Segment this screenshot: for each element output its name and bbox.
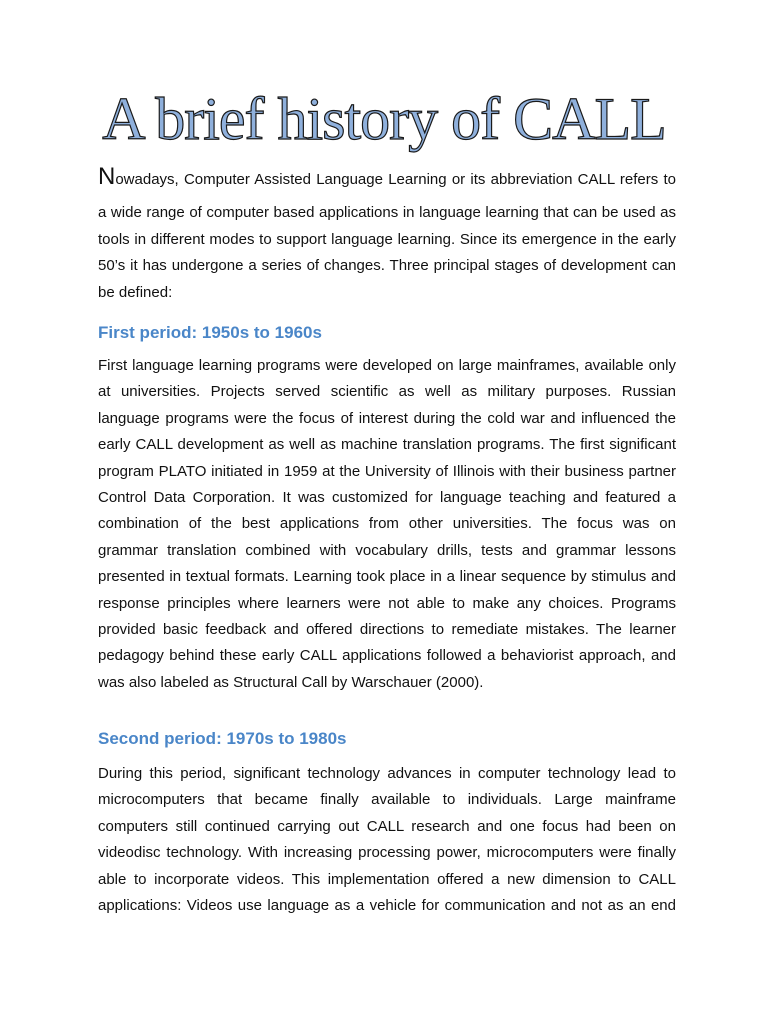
text-line: First language learning programs were developed on large mainframes, available only (98, 357, 676, 374)
text-line: able to incorporate videos. This implementation offered a new dimension to CALL (98, 870, 676, 888)
section-1-body (98, 353, 676, 696)
document-title: A brief history of CALL (102, 86, 666, 152)
section-2-body (98, 761, 676, 919)
intro-first-line-text: owadays, Computer Assisted Language Learning or its abbreviation CALL refers to (115, 171, 676, 188)
section-heading: First period: 1950s to 1960s (98, 323, 322, 342)
text-line: computers still continued carrying out CALL research and one focus had been on (98, 817, 676, 835)
text-line: early CALL development as well as machine translation programs. The first significant (98, 436, 676, 454)
intro-first-line (98, 162, 676, 200)
intro-paragraph (98, 162, 676, 306)
text-line: was also labeled as Structural Call by Warschauer (2000). (98, 673, 484, 691)
text-line: response principles where learners were not able to make any choices. Programs (98, 594, 676, 612)
text-line: tools in different modes to support language learning. Since its emergence in the early (98, 230, 676, 248)
text-line: videodisc technology. With increasing processing power, microcomputers were finally (98, 844, 676, 862)
text-line: grammar translation combined with vocabulary drills, tests and grammar lessons (98, 541, 676, 559)
text-line: 50’s it has undergone a series of changes. Three principal stages of development can (98, 257, 676, 274)
text-line: at universities. Projects served scientific as well as military purposes. Russian (98, 383, 676, 401)
text-line: presented in textual formats. Learning took place in a linear sequence by stimulus and (98, 568, 676, 586)
text-line: provided basic feedback and offered directions to remediate mistakes. The learner (98, 620, 676, 638)
text-line: language programs were the focus of interest during the cold war and influenced the (98, 409, 676, 427)
text-line: Control Data Corporation. It was customized for language teaching and featured a (98, 488, 676, 506)
text-line: applications: Videos use language as a vehicle for communication and not as an end (98, 896, 676, 914)
text-line: a wide range of computer based applications in language learning that can be used as (98, 204, 676, 221)
section-heading: Second period: 1970s to 1980s (98, 729, 347, 748)
drop-cap: N (98, 163, 116, 190)
text-line: pedagogy behind these early CALL applications followed a behaviorist approach, and (98, 647, 676, 665)
text-line: During this period, significant technology advances in computer technology lead to (98, 765, 676, 782)
text-line: be defined: (98, 283, 173, 301)
text-line: combination of the best applications from other universities. The focus was on (98, 515, 676, 533)
text-line: program PLATO initiated in 1959 at the University of Illinois with their business partner (98, 462, 676, 480)
text-line: microcomputers that became finally available to individuals. Large mainframe (98, 791, 676, 809)
